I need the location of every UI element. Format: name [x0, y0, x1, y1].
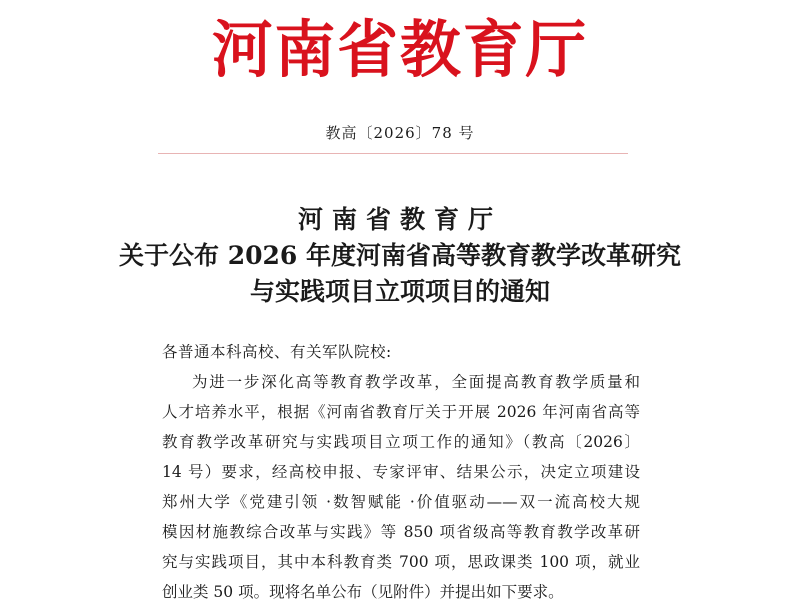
paragraph-line: 模因材施教综合改革与实践》等 850 项省级高等教育教学改革研: [162, 523, 640, 541]
salutation: 各普通本科高校、有关军队院校:: [162, 343, 392, 361]
red-divider-line: [158, 153, 628, 154]
paragraph-line: 创业类 50 项。现将名单公布（见附件）并提出如下要求。: [162, 583, 564, 600]
document-number: 教高〔2026〕78 号: [325, 124, 475, 142]
paragraph-line: 教育教学改革研究与实践项目立项工作的通知》（教高〔2026〕: [162, 433, 640, 451]
title-issuer: 河南省教育厅: [297, 205, 502, 234]
masthead-title: 河南省教育厅: [211, 13, 589, 86]
notice-body: [162, 337, 640, 600]
title-line-1: 关于公布 2026 年度河南省高等教育教学改革研究: [119, 241, 681, 270]
paragraph-line: 郑州大学《党建引领 ·数智赋能 ·价值驱动——双一流高校大规: [162, 493, 640, 511]
paragraph-line: 究与实践项目，其中本科教育类 700 项，思政课类 100 项，就业: [162, 553, 640, 571]
title-line-2: 与实践项目立项项目的通知: [249, 277, 550, 306]
paragraph-line: 14 号）要求，经高校申报、专家评审、结果公示，决定立项建设: [162, 463, 640, 481]
notice-title: [0, 202, 800, 310]
paragraph-line: 为进一步深化高等教育教学改革，全面提高教育教学质量和: [192, 373, 640, 391]
paragraph-line: 人才培养水平，根据《河南省教育厅关于开展 2026 年河南省高等: [162, 403, 640, 421]
